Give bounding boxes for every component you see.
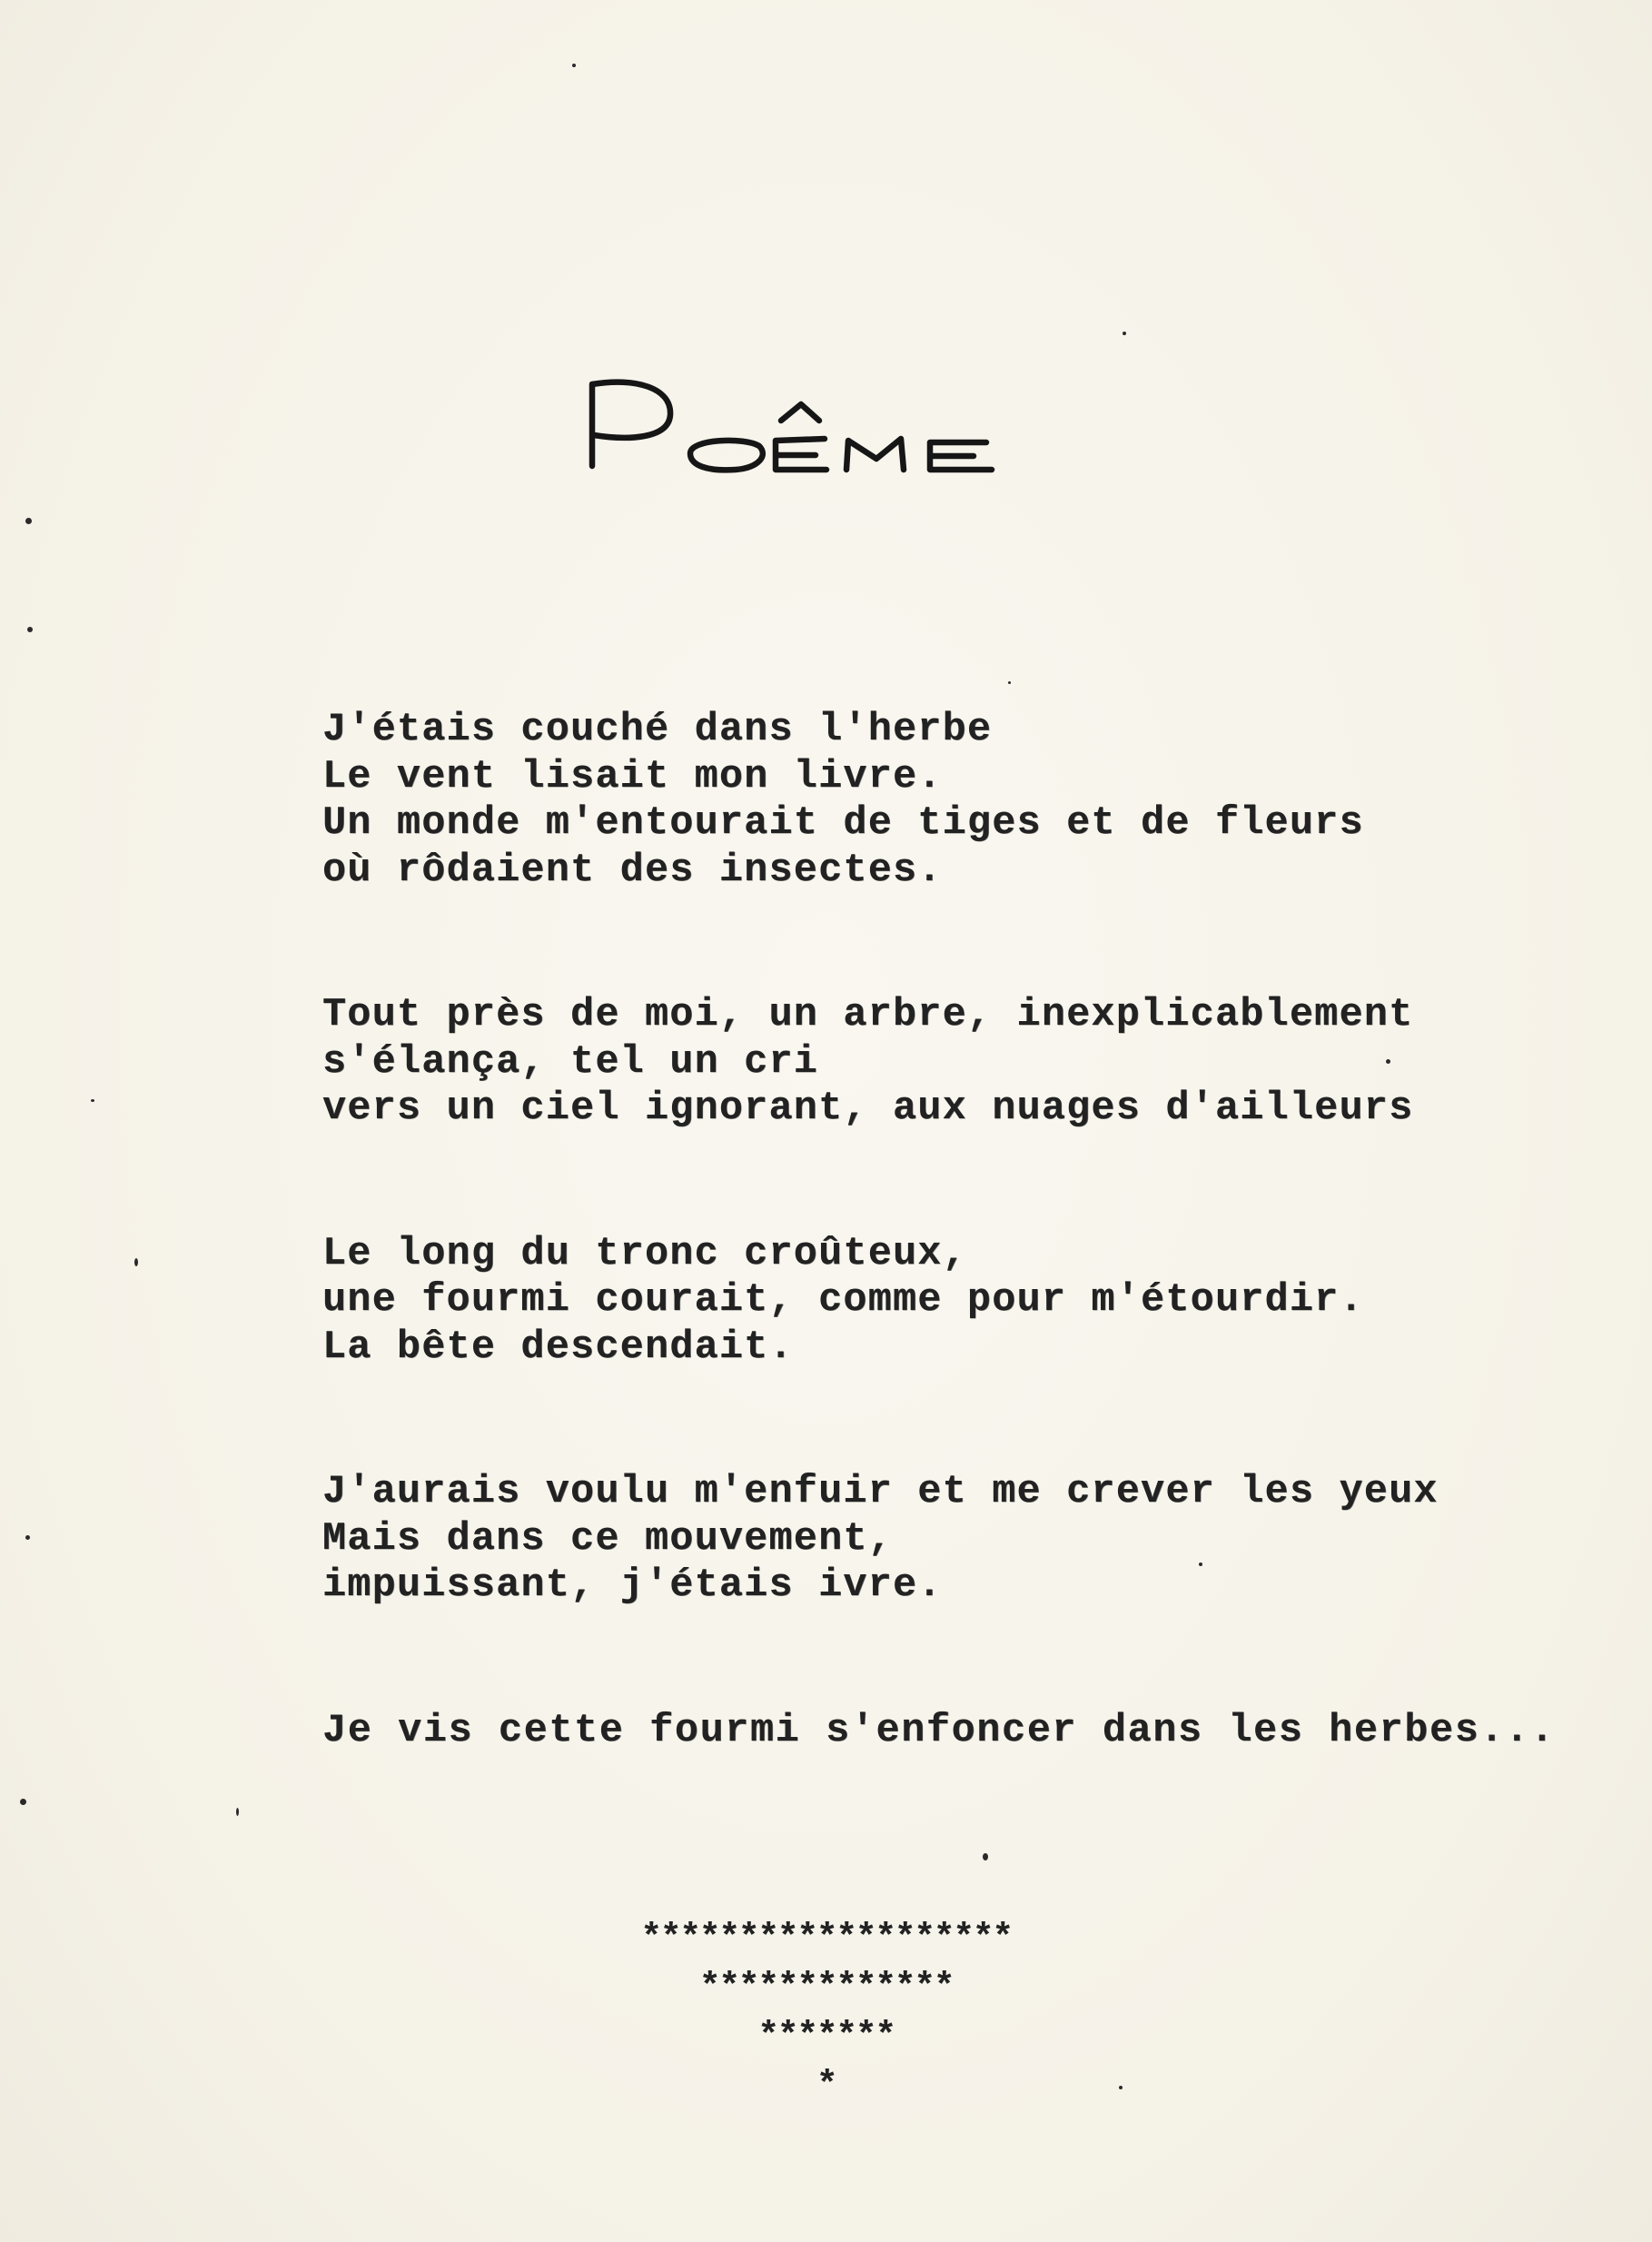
poem-line: où rôdaient des insectes. (322, 848, 943, 893)
poem-line: Le long du tronc croûteux, (322, 1231, 967, 1276)
paper-speck (983, 1853, 988, 1860)
paper-speck (27, 627, 33, 632)
paper-speck (572, 64, 576, 67)
paper-speck (1008, 681, 1011, 684)
poem-line: Le vent lisait mon livre. (322, 754, 943, 799)
poem-line: une fourmi courait, comme pour m'étourdir. (322, 1278, 1364, 1323)
asterisk-row: ******* (757, 2017, 895, 2058)
paper-speck (20, 1799, 26, 1805)
stanza-5 (322, 1708, 1630, 1755)
poem-line: J'aurais voulu m'enfuir et me crever les yeux (322, 1470, 1439, 1514)
poem-line: La bête descendait. (322, 1324, 794, 1370)
poem-line: Mais dans ce mouvement, (322, 1516, 893, 1562)
stanza-1 (322, 707, 1630, 894)
poem-line: Un monde m'entourait de tiges et de fleurs (322, 801, 1364, 846)
poem-line: Je vis cette fourmi s'enfoncer dans les herbes... (322, 1708, 1556, 1753)
paper-speck (1119, 2086, 1123, 2089)
paper-speck (1199, 1562, 1202, 1566)
asterisk-row: ******************* (640, 1919, 1012, 1959)
paper-speck (1123, 332, 1126, 335)
paper-speck (25, 518, 32, 524)
poem-line: vers un ciel ignorant, aux nuages d'ailleurs (322, 1086, 1414, 1131)
poem-line: s'élança, tel un cri (322, 1039, 819, 1085)
poem-title (581, 368, 1017, 486)
paper-speck (91, 1099, 94, 1102)
stanza-4 (322, 1469, 1630, 1610)
stanza-2 (322, 992, 1630, 1133)
paper-speck (236, 1808, 239, 1816)
asterisk-row: * (816, 2066, 836, 2107)
asterisk-triangle-ornament (0, 1915, 1652, 2111)
paper-speck (134, 1258, 138, 1266)
asterisk-row: ************* (698, 1968, 954, 2009)
poem-line: impuissant, j'étais ivre. (322, 1563, 943, 1608)
hand-lettered-title-glyphs (581, 368, 1017, 486)
paper-speck (1386, 1059, 1390, 1064)
paper-speck (25, 1535, 30, 1540)
poem-body (322, 707, 1630, 1852)
poem-line: J'étais couché dans l'herbe (322, 708, 993, 752)
stanza-3 (322, 1231, 1630, 1372)
poem-line: Tout près de moi, un arbre, inexplicablement (322, 993, 1414, 1037)
